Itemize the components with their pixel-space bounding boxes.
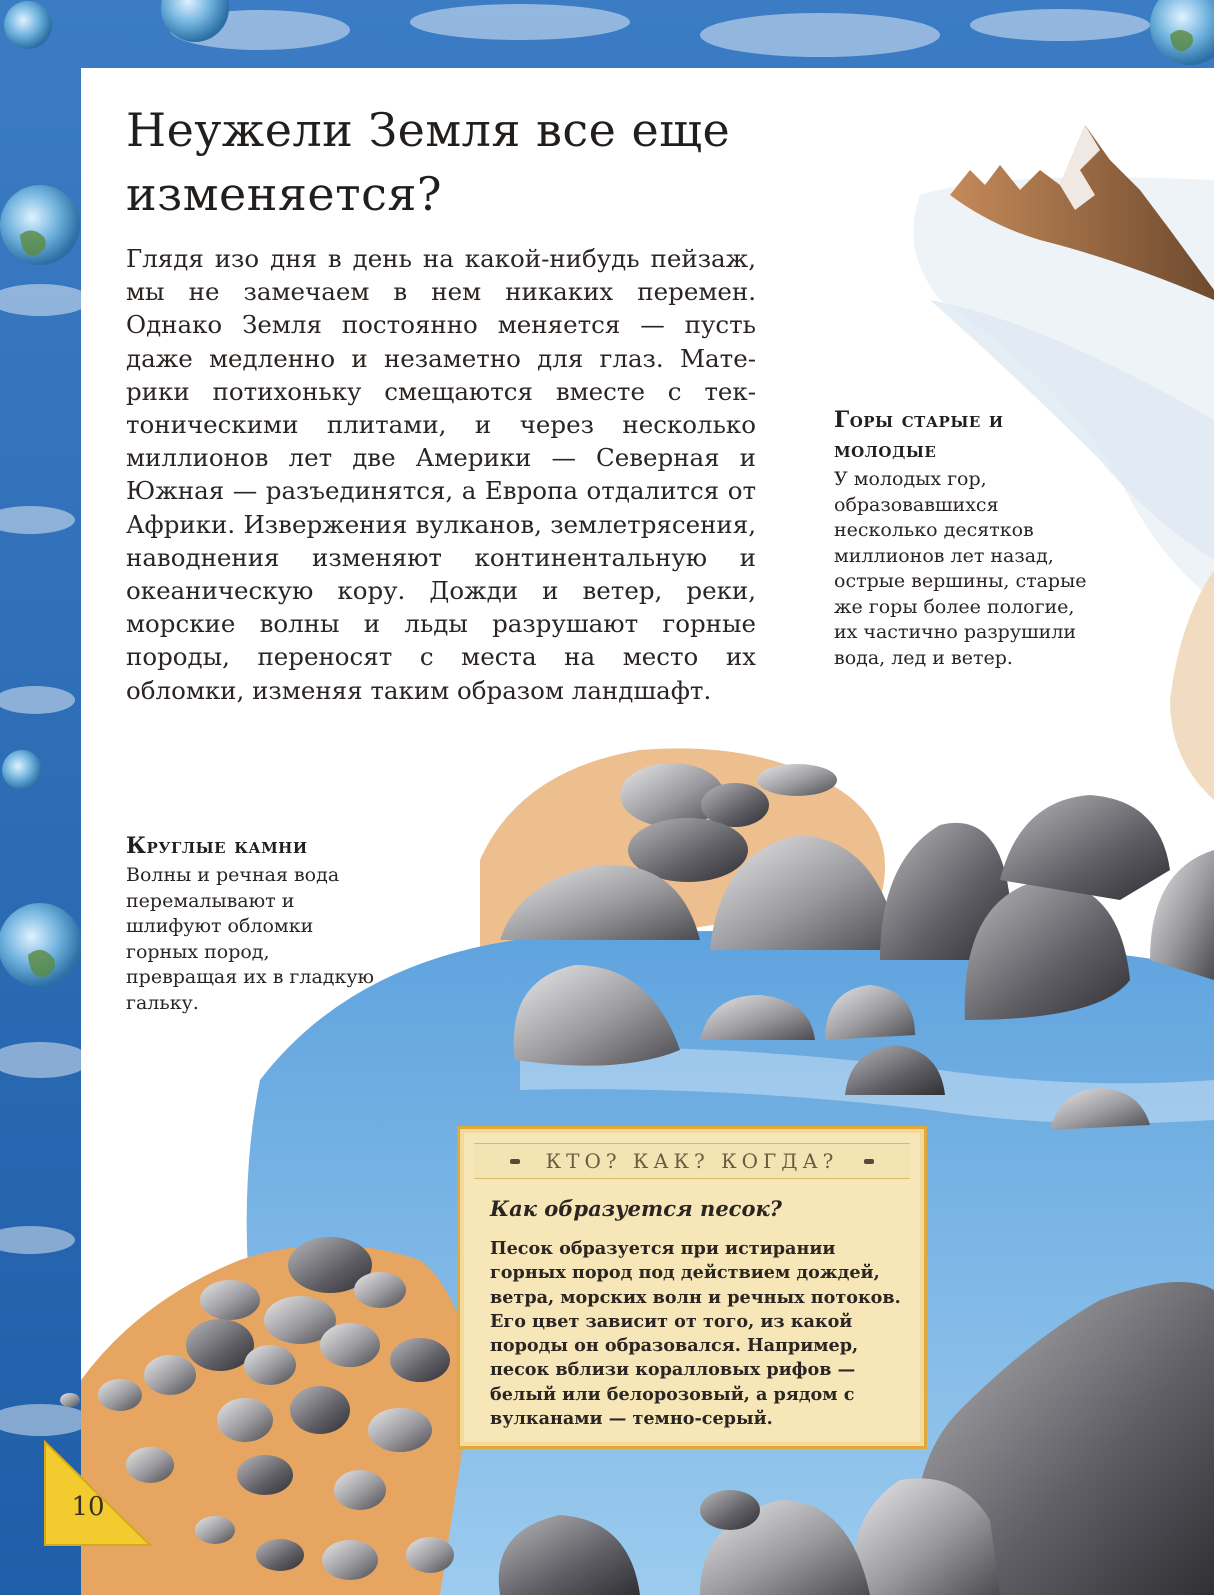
page-number: 10 [71,1492,105,1522]
stones-text: Волны и речная вода перемалывают и шлифуют обломки горных пород, превращая их в гладкую гальку. [126,864,375,1014]
sidebar-mountains [834,405,1094,671]
intro-paragraph: Глядя изо дня в день на какой-нибудь пейзаж, мы не замечаем в нем никаких перемен. Однако Земля постоянно меняется — пусть даже медленно и незаметно для глаз. Материки потихоньку смещаются вместе с тектоническими плитами, и через несколько миллионов лет две Америки — Северная и Южная — разъединятся, а Европа отдалится от Африки. Извержения вулканов, землетрясения, наводнения изменяют континентальную и океаническую кору. Дожди и ветер, реки, морские волны и льды разрушают горные породы, переносят с места на место их обломки, изменяя таким образом ландшафт. [126,244,756,705]
banner-left-dot [510,1159,520,1164]
info-box [457,1126,927,1449]
sidebar-stones [126,831,386,1016]
info-banner [474,1143,910,1179]
info-question: Как образуется песок? [490,1196,782,1221]
page-title: Неужели Земля все еще изменяется? [126,103,731,221]
mountains-heading: Горы старые и молодые [834,407,1004,463]
banner-right-dot [864,1159,874,1164]
stones-heading: Круглые камни [126,833,308,859]
info-banner-text: КТО? КАК? КОГДА? [545,1149,839,1173]
mountains-text: У молодых гор, образовавшихся несколько десятков миллионов лет назад, острые вершины, старые же горы более пологие, их частично разрушили вода, лед и ветер. [834,468,1087,669]
info-answer: Песок образуется при истирании горных пород под действием дождей, ветра, морских волн и речных потоков. Его цвет зависит от того, из какой породы он образовался. Например, песок вблизи коралловых рифов — белый или белорозовый, а рядом с вулканами — темно-серый. [490,1238,901,1430]
